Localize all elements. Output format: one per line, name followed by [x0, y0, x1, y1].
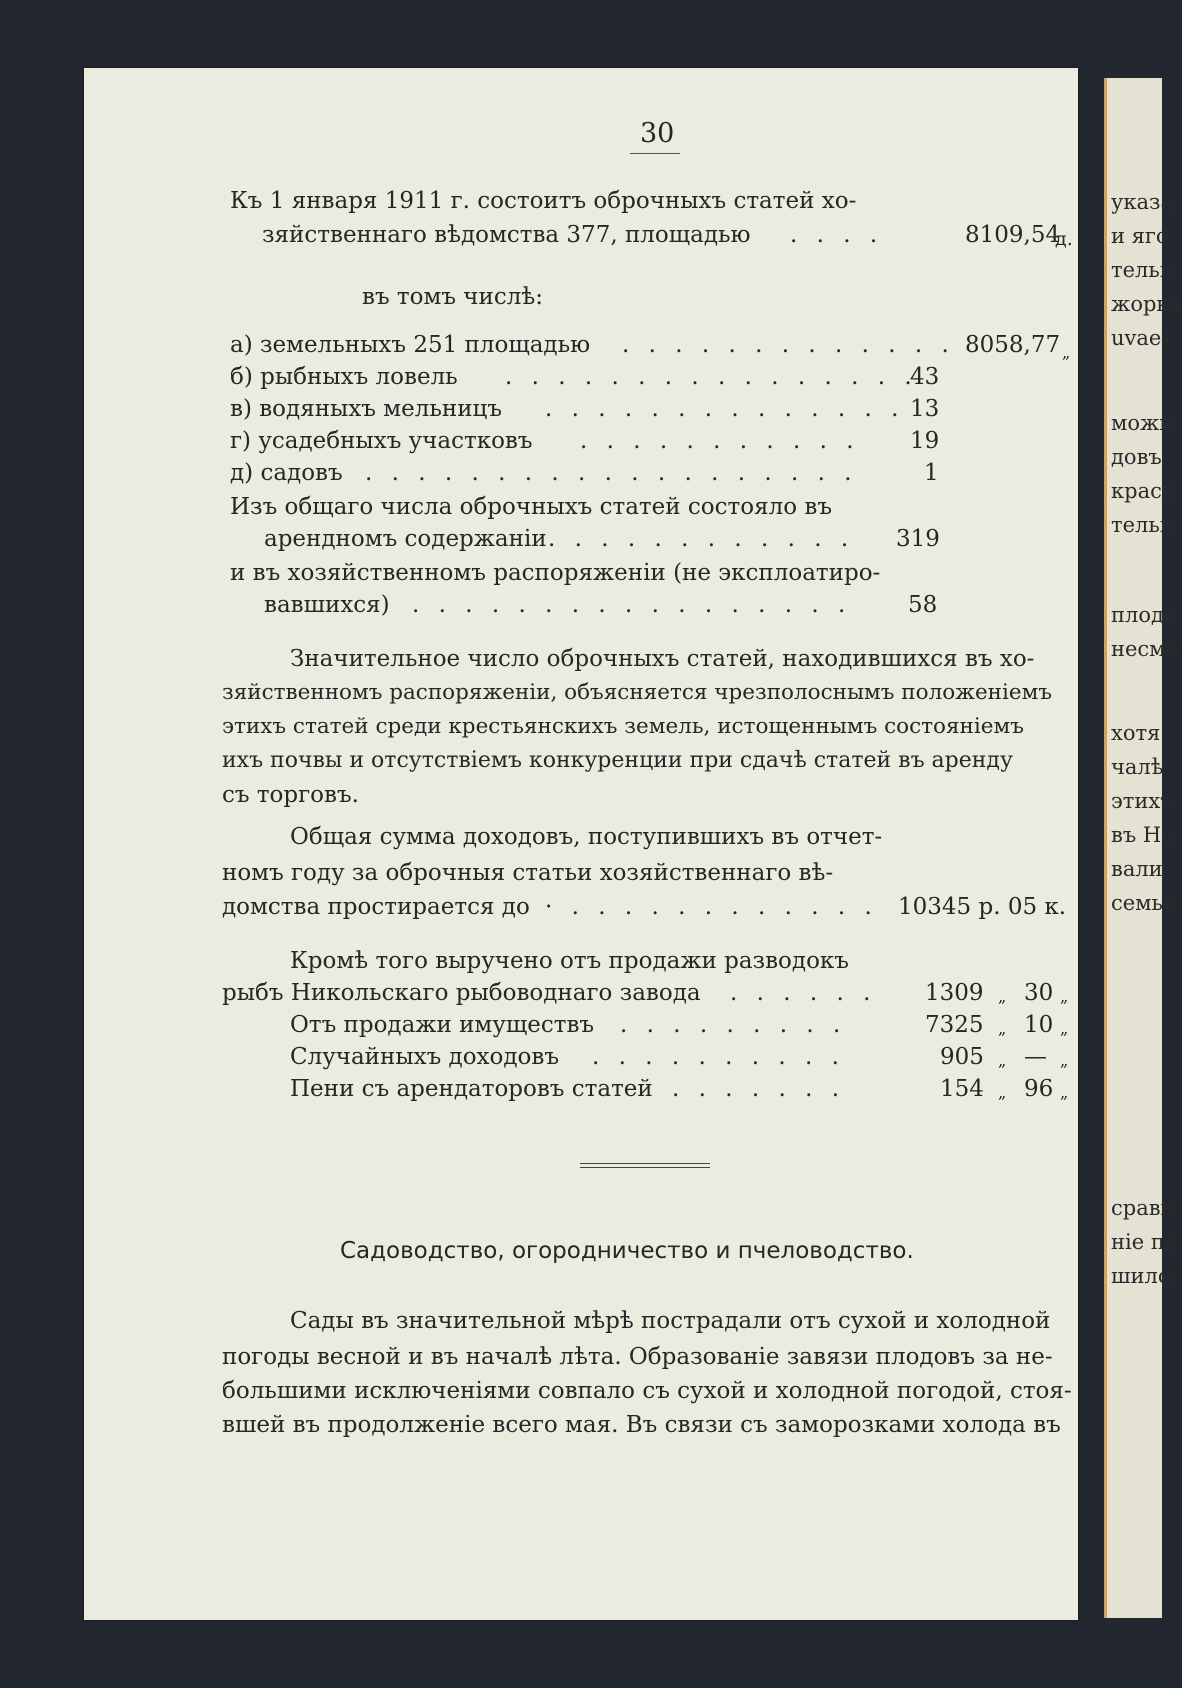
- extra-kop: —: [1024, 1044, 1047, 1070]
- ditto-mark: „: [998, 987, 1007, 1006]
- extra-rub: 7325: [925, 1012, 984, 1038]
- adjacent-fragment: указа: [1111, 190, 1173, 214]
- item-value: 43: [910, 364, 940, 390]
- item-label: в) водяныхъ мельницъ: [230, 396, 502, 422]
- item-dots: . . . . . . . . . . . . . .: [545, 396, 905, 422]
- item-value: 13: [910, 396, 940, 422]
- adjacent-fragment: жорка: [1111, 292, 1182, 316]
- para2-line: большими исключенiями совпало съ сухой и холодной погодой, стоя-: [222, 1378, 1072, 1404]
- managed-line-2: вавшихся): [264, 592, 390, 618]
- item-dots: . . . . . . . . . . . . . . . . . . .: [365, 460, 858, 486]
- extra-kop: 10: [1024, 1012, 1054, 1038]
- extra-dots: . . . . . .: [730, 980, 877, 1006]
- extra-rub: 154: [940, 1076, 984, 1102]
- adjacent-fragment: вали: [1111, 857, 1163, 881]
- page-number: 30: [640, 118, 675, 149]
- para1-line: зяйственномъ распоряженiи, объясняется чрезполоснымъ положенiемъ: [222, 680, 1053, 705]
- managed-dots: . . . . . . . . . . . . . . . . .: [412, 592, 852, 618]
- income-dots: · . . . . . . . . . . . .: [545, 894, 878, 920]
- intro-line-2: зяйственнаго вѣдомства 377, площадью: [262, 222, 751, 248]
- extra-rub: 1309: [925, 980, 984, 1006]
- para1-line: этихъ статей среди крестьянскихъ земель, истощеннымъ состоянiемъ: [222, 714, 1024, 739]
- adjacent-fragment: и яго: [1111, 224, 1169, 248]
- extra-label: рыбъ Никольскаго рыбоводнаго завода: [222, 980, 701, 1006]
- page-number-ornament: [630, 153, 680, 158]
- adjacent-fragment: сравн: [1111, 1196, 1175, 1220]
- para1-line: Значительное число оброчныхъ статей, находившихся въ хо-: [290, 646, 1035, 672]
- ditto-mark: „: [1062, 343, 1071, 362]
- intro-total-area: 8109,54: [965, 222, 1061, 248]
- extra-dots: . . . . . . . . .: [620, 1012, 847, 1038]
- managed-line-1: и въ хозяйственномъ распоряженiи (не эксплоатиро-: [230, 560, 881, 586]
- extra-label: Пени съ арендаторовъ статей: [290, 1076, 653, 1102]
- extra-label: Случайныхъ доходовъ: [290, 1044, 559, 1070]
- adjacent-fragment: uvae): [1111, 326, 1170, 350]
- item-value: 1: [924, 460, 939, 486]
- item-dots: . . . . . . . . . . . . .: [622, 332, 955, 358]
- income-line-3: домства простирается до: [222, 894, 530, 920]
- para2-line: Сады въ значительной мѣрѣ пострадали отъ сухой и холодной: [290, 1308, 1051, 1334]
- adjacent-fragment: хотя: [1111, 721, 1161, 745]
- ditto-mark: „: [1060, 1083, 1069, 1102]
- item-dots: . . . . . . . . . . . . . . . .: [505, 364, 918, 390]
- para1-line: съ торговъ.: [222, 782, 359, 808]
- income-total: 10345 р. 05 к.: [898, 894, 1067, 920]
- adjacent-fragment: шилос: [1111, 1264, 1182, 1288]
- adjacent-page-edge: [1104, 78, 1182, 1618]
- adjacent-fragment: семьи: [1111, 891, 1177, 915]
- rent-value: 319: [896, 526, 940, 552]
- extra-intro: Кромѣ того выручено отъ продажи разводокъ: [290, 948, 849, 974]
- managed-value: 58: [908, 592, 938, 618]
- item-label: а) земельныхъ 251 площадью: [230, 332, 591, 358]
- extra-kop: 30: [1024, 980, 1054, 1006]
- item-label: д) садовъ: [230, 460, 343, 486]
- ditto-mark: „: [998, 1051, 1007, 1070]
- adjacent-fragment: плодь: [1111, 603, 1176, 627]
- adjacent-fragment: этихъ: [1111, 789, 1174, 813]
- item-dots: . . . . . . . . . . .: [580, 428, 860, 454]
- adjacent-fragment: можн: [1111, 411, 1174, 435]
- adjacent-fragment: тельн: [1111, 258, 1174, 282]
- adjacent-fragment: тельн: [1111, 513, 1174, 537]
- rent-dots: . . . . . . . . . . . .: [548, 526, 855, 552]
- extra-dots: . . . . . . . . . .: [592, 1044, 845, 1070]
- ditto-mark: „: [1060, 1019, 1069, 1038]
- income-line-1: Общая сумма доходовъ, поступившихъ въ отчет-: [290, 824, 883, 850]
- item-value: 19: [910, 428, 940, 454]
- para1-line: ихъ почвы и отсутствiемъ конкуренции при сдачѣ статей въ аренду: [222, 748, 1013, 773]
- para2-line: вшей въ продолженiе всего мая. Въ связи съ заморозками холода въ: [222, 1412, 1061, 1438]
- adjacent-fragment: довъ: [1111, 445, 1162, 469]
- extra-dots: . . . . . . .: [672, 1076, 846, 1102]
- rent-line-1: Изъ общаго числа оброчныхъ статей состояло въ: [230, 494, 832, 520]
- extra-rub: 905: [940, 1044, 984, 1070]
- adjacent-fragment: нiе па: [1111, 1230, 1178, 1254]
- rent-line-2: арендномъ содержанiи: [264, 526, 547, 552]
- ditto-mark: „: [1060, 987, 1069, 1006]
- adjacent-fragment: несмо: [1111, 637, 1179, 661]
- intro-line-1: Къ 1 января 1911 г. состоитъ оброчныхъ статей хо-: [230, 188, 857, 214]
- intro-dots: . . . .: [790, 222, 884, 248]
- ditto-mark: „: [1060, 1051, 1069, 1070]
- adjacent-fragment: красн: [1111, 479, 1176, 503]
- ditto-mark: „: [998, 1019, 1007, 1038]
- income-line-2: номъ году за оброчныя статьи хозяйственнаго вѣ-: [222, 860, 834, 886]
- section-divider: [580, 1163, 710, 1168]
- item-label: б) рыбныхъ ловель: [230, 364, 458, 390]
- extra-kop: 96: [1024, 1076, 1054, 1102]
- extra-label: Отъ продажи имуществъ: [290, 1012, 595, 1038]
- item-value: 8058,77: [965, 332, 1061, 358]
- adjacent-fragment: чалѣ: [1111, 755, 1164, 779]
- section-heading: Садоводство, огородничество и пчеловодство.: [340, 1238, 914, 1264]
- para2-line: погоды весной и въ началѣ лѣта. Образованiе завязи плодовъ за не-: [222, 1344, 1053, 1370]
- adjacent-fragment: въ Нс: [1111, 823, 1173, 847]
- subheading-v-tom-chisle: въ томъ числѣ:: [362, 284, 543, 310]
- intro-unit: д.: [1055, 228, 1073, 250]
- ditto-mark: „: [998, 1083, 1007, 1102]
- item-label: г) усадебныхъ участковъ: [230, 428, 533, 454]
